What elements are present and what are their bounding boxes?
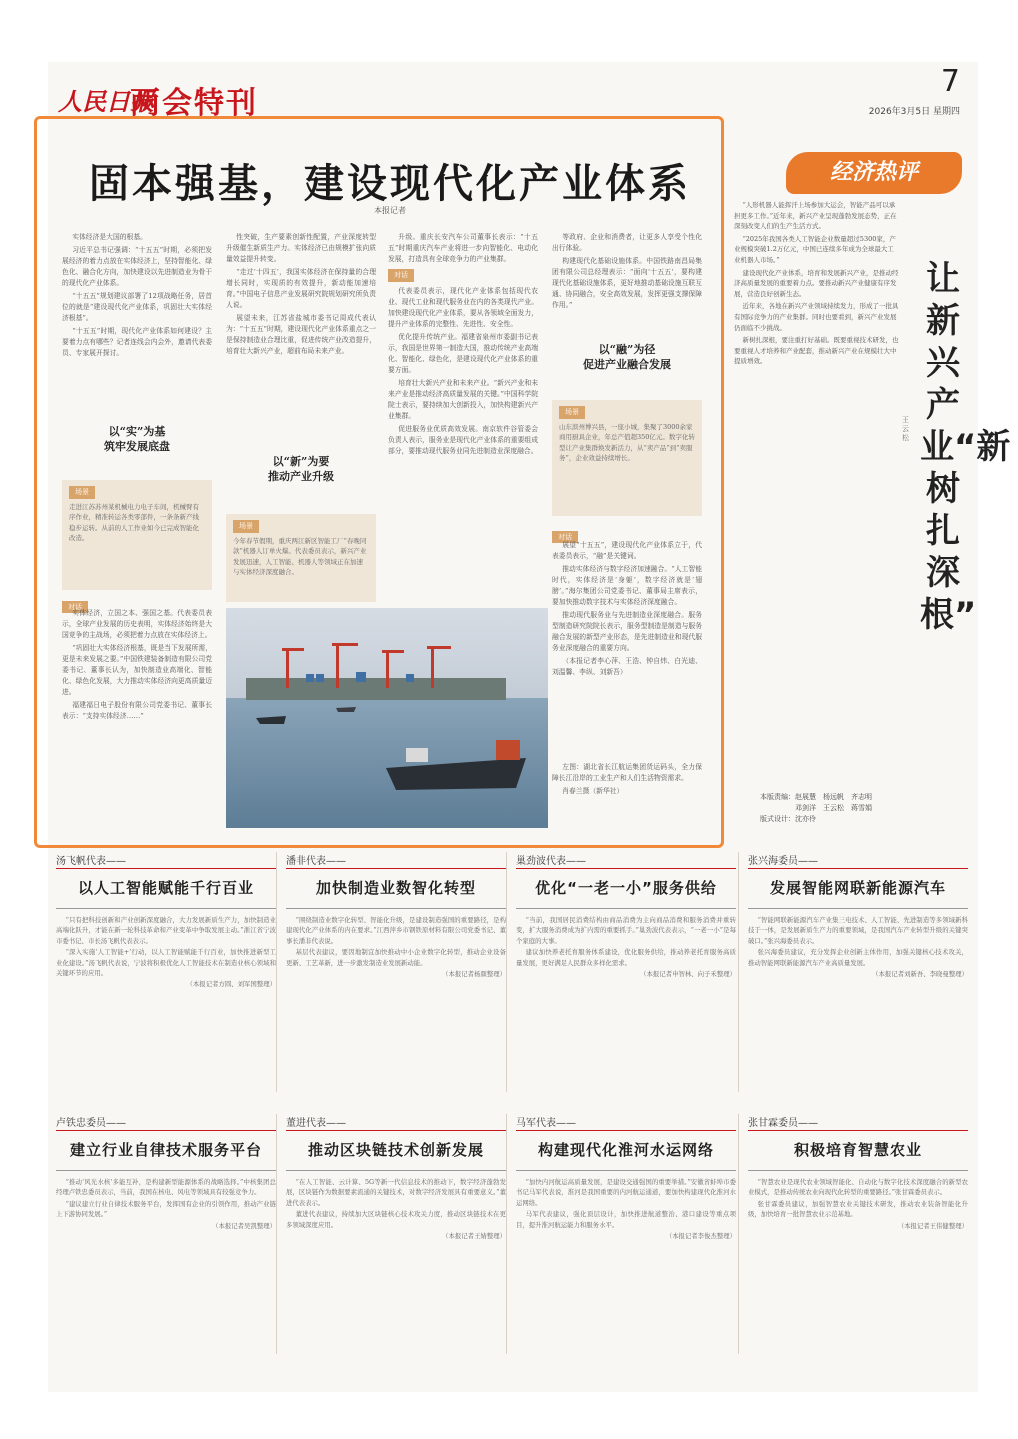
member-body: “推动‘风光水核’多能互补，是构建新型能源体系的战略选择。”中核集团总经理卢铁忠委员表示，当前，我国在核电、风电等领域具有较强竞争力。 “建议建立行业自律技术服务平台，发挥国有企业的引领作用，推动产业链上下游协同发展。” （本报记者吴凯整理）: [56, 1178, 276, 1230]
article-byline: 本报记者: [374, 206, 406, 215]
member-label: 卢铁忠委员——: [56, 1114, 276, 1131]
column-divider: [276, 1114, 277, 1354]
paragraph: 建设现代化产业体系，培育和发展新兴产业，是推动经济高质量发展的重要着力点。要推动新兴产业健康有序发展，营造良好创新生态。: [734, 268, 899, 298]
member-body: “当前，我国居民消费结构由商品消费为主向商品消费和服务消费并重转变，扩大服务消费成为扩内需的重要抓手。”巢劲波代表表示，“一老一小”是每个家庭的大事。 建议加快养老托育服务体系建设，优化服务供给，推动养老托育服务高质量发展，更好满足人民群众多样化需求。 （本报记者申智林、向子禾整理）: [516, 916, 736, 979]
section-title: 两会特刊: [130, 86, 258, 121]
paragraph: 代表委员表示，现代化产业体系包括现代农业、现代工业和现代服务业在内的各类现代产业。加快建设现代化产业体系，要从各领域全面发力，提升产业体系的完整性、先进性、安全性。: [388, 287, 538, 328]
article-column-4-continued: [552, 540, 702, 760]
scene-box-1: [62, 480, 212, 590]
article-title: 固本强基，建设现代化产业体系: [89, 161, 691, 207]
paragraph: 培育壮大新兴产业和未来产业。“新兴产业和未来产业是推动经济高质量发展的关键。”中国科学院院士表示，要持续加大创新投入，加快构建新兴产业集群。: [388, 379, 538, 420]
member-label: 汤飞帆代表——: [56, 852, 276, 869]
commentary-badge: 经济热评: [786, 152, 962, 194]
member-article: [286, 852, 506, 1085]
harbor-photo: [226, 608, 548, 828]
column-divider: [738, 852, 739, 1092]
commentary-author: 王云松: [902, 416, 909, 442]
article-column-1-continued: [62, 608, 212, 828]
member-headline: 发展智能网联新能源汽车: [769, 879, 946, 897]
member-headline: 建立行业自律技术服务平台: [69, 1141, 262, 1159]
member-article: [748, 852, 968, 1085]
box-tag: 场景: [233, 520, 259, 533]
member-article: [748, 1114, 968, 1347]
paragraph: 优化提升传统产业。福建省泉州市委副书记表示，我国是世界第一制造大国，推动传统产业高端化、智能化、绿色化，是建设现代化产业体系的重要方面。: [388, 333, 538, 374]
member-label: 马军代表——: [516, 1114, 736, 1131]
article-column-3: [388, 232, 538, 602]
member-headline: 以人工智能赋能千行百业: [77, 879, 254, 897]
member-headline: 积极培育智慧农业: [793, 1141, 922, 1159]
paragraph: “2025年我国各类人工智能企业数量超过5300家，产业规模突破1.2万亿元，中国已连续多年成为全球最大工业机器人市场。”: [734, 234, 896, 264]
dialog-tag-1: 对话: [62, 594, 212, 613]
member-article: [56, 852, 276, 1085]
member-label: 张甘霖委员——: [748, 1114, 968, 1131]
paragraph: 展望“十五五”，建设现代化产业体系立于，代表委员表示，“融”是关键词。: [552, 541, 702, 560]
commentary-body: [734, 200, 900, 770]
caption-text: 左图：湖北省长江航运集团货运码头，全力保障长江沿岸的工业生产和人们生活物资需求。: [552, 763, 702, 782]
member-headline: 优化“一老一小”服务供给: [535, 879, 717, 897]
paragraph: “走过‘十四五’，我国实体经济在保持量的合理增长同时，实现质的有效提升，新动能加速培育。”中国电子信息产业发展研究院规划研究所负责人说。: [226, 268, 376, 309]
paragraph: 升级。重庆长安汽车公司董事长表示：“十五五”时期重庆汽车产业将进一步向智能化、电动化发展，打造具有全球竞争力的产业集群。: [388, 233, 538, 263]
paragraph: 近年来，各地在新兴产业领域持续发力，形成了一批具有国际竞争力的产业集群。同时也要看到，新兴产业发展仍面临不少挑战。: [734, 302, 899, 332]
paragraph: 推动现代服务业与先进制造业深度融合。服务型制造研究院院长表示，服务型制造是制造与服务融合发展的新型产业形态，是先进制造业和现代服务业深度融合的重要方向。: [552, 611, 702, 652]
member-label: 潘非代表——: [286, 852, 506, 869]
member-label: 张兴海委员——: [748, 852, 968, 869]
article-column-1: [62, 232, 212, 412]
commentary-title: 让新兴产业“新树扎深根”: [920, 259, 1011, 635]
paragraph: 推动实体经济与数字经济加速融合。“人工智能时代，实体经济是‘身躯’，数字经济就是‘翅膀’。”海尔集团公司党委书记、董事局主席表示，要加快推动数字技术与实体经济深度融合。: [552, 565, 702, 606]
page-date: 2026年3月5日 星期四: [868, 107, 960, 117]
member-article: [286, 1114, 506, 1347]
paragraph: 实体经济，立国之本、强国之基。代表委员表示，全球产业发展的历史表明，实体经济始终是大国竞争的主战场，必须把着力点放在实体经济上。: [62, 609, 212, 639]
paragraph: 实体经济是大国的根基。: [72, 233, 147, 241]
paragraph: 促进服务业优质高效发展。南京软件谷管委会负责人表示，服务业是现代化产业体系的重要组成部分，要推动现代服务业同先进制造业深度融合。: [388, 425, 538, 455]
scene-box-2: [226, 514, 376, 602]
member-body: “加快内河航运高质量发展，是建设交通强国的重要举措。”安徽省蚌埠市委书记马军代表说，淮河是我国重要的内河航运通道，要加快构建现代化淮河水运网络。 马军代表建议，强化顶层设计，加快推进航道整治、港口建设等重点项目，提升淮河航运能力和服务水平。 （本报记者李俊杰整理）: [516, 1178, 736, 1241]
subhead-xin: 以“新”为要 推动产业升级: [268, 455, 334, 483]
paragraph: “巩固壮大实体经济根基，既是当下发展所需，更是未来发展之要。”中国铁建装备制造有限公司党委书记、董事长认为，加快制造业高端化、智能化、绿色化发展，大力推动实体经济向更高质量迈进。: [62, 644, 212, 696]
paragraph: 性突破，生产要素创新性配置，产业深度转型升级催生新质生产力。实体经济已由规模扩张向质量效益提升转变。: [226, 233, 376, 263]
page-number: 7: [940, 64, 960, 99]
column-divider: [738, 1114, 739, 1354]
scene-box-3: [552, 400, 702, 516]
photo-credit: 肖春兰摄（新华社）: [562, 787, 624, 795]
box-text: 今年春节假期，重庆两江新区智能工厂“春晚同款”机器人订单火爆。代表委员表示，新兴产业发展迅速，人工智能、机器人等领域正在加速与实体经济深度融合。: [233, 536, 367, 576]
member-headline: 加快制造业数智化转型: [315, 879, 476, 897]
member-headline: 推动区块链技术创新发展: [307, 1141, 484, 1159]
page-credits: 本版责编：赵展慧 杨远帆 齐志明 邓剑洋 王云松 蒋雪娟 版式设计：沈亦伶: [760, 793, 872, 823]
photo-caption: [552, 762, 702, 824]
dialog-tag: 对话: [388, 269, 414, 282]
paragraph: （本报记者李心萍、王浩、钟自炜、白光迪、刘温馨、李纵、刘新吾）: [552, 657, 702, 676]
paragraph: “十五五”时期，现代化产业体系如何建设？主要着力点有哪些？记者连线会内会外，邀请代表委员、专家展开探讨。: [62, 327, 212, 357]
article-column-4: [552, 232, 702, 312]
member-label: 巢劲波代表——: [516, 852, 736, 869]
member-body: “智能网联新能源汽车产业集三电技术、人工智能、先进制造等多领域新科技于一体，是发展新质生产力的重要领域，是我国汽车产业转型升级的关键突破口。”张兴海委员表示。 张兴海委员建议，充分发挥企业创新主体作用，加强关键核心技术攻关，推动智能网联新能源汽车产业高质量发展。 （本报记者刘新吾、李晓曼整理）: [748, 916, 968, 979]
paragraph: “人形机器人能挥汗上场参加大运会，智能产品可以承担更多工作。”近年来，新兴产业呈现蓬勃发展态势，正在深刻改变人们的生产生活方式。: [734, 201, 897, 231]
paragraph: 构建现代化基础设施体系。中国铁路南昌局集团有限公司总经理表示：“面向‘十五五’，要构建现代化基础设施体系，更好地推动基础设施互联互通、协同融合，安全高效发展，发挥更强支撑保障作用。”: [552, 257, 702, 309]
member-headline: 构建现代化淮河水运网络: [537, 1141, 714, 1159]
member-article: [516, 1114, 736, 1347]
subhead-rong: 以“融”为径 促进产业融合发展: [583, 343, 671, 371]
subhead-shi: 以“实”为基 筑牢发展底盘: [104, 425, 170, 453]
paragraph: 展望未来，江苏省盐城市委书记周成代表认为：“十五五”时期，建设现代化产业体系重点之一是保持制造业合理比重，促进传统产业改造提升，培育壮大新兴产业，超前布局未来产业。: [226, 314, 376, 355]
paragraph: 新树扎深根，要注重打好基础。既要重视技术研发，也要重视人才培养和产业配套，推动新兴产业在规模壮大中提质增效。: [734, 336, 899, 366]
article-column-2: [226, 232, 376, 432]
masthead-logo: 人民日报: [58, 87, 154, 116]
member-body: “围绕制造业数字化转型、智能化升级，是建设制造强国的重要路径，是构建现代化产业体系的内在要求。”江西萍乡市钢铁原材料有限公司党委书记、董事长潘非代表说。 基层代表建议，要因地制宜加快推动中小企业数字化转型，推动企业设备更新、工艺革新，进一步激发制造业发展新动能。 （本报记者杨颜整理）: [286, 916, 506, 979]
paragraph: “十五五”规划建议部署了12项战略任务，居首位的就是“建设现代化产业体系，巩固壮大实体经济根基”。: [62, 292, 212, 322]
member-article: [56, 1114, 276, 1347]
member-body: “智慧农业是现代农业领域智能化、自动化与数字化技术深度融合的新型农业模式，是推动传统农业向现代化转型的重要路径。”张甘霖委员表示。 张甘霖委员建议，加强智慧农业关键技术研发，推动农业装备智能化升级，加快培育一批智慧农业示范基地。 （本报记者王伟健整理）: [748, 1178, 968, 1230]
box-text: 山东滨州博兴县，一座小城，集聚了3000余家商用厨具企业，年总产值超350亿元。数字化转型让产业集群焕发新活力，从“卖产品”到“卖服务”，企业效益持续增长。: [559, 422, 695, 462]
box-text: 走进江苏苏州某机械电力电子车间，机械臂有序作业，精准转运各类零部件，一条条新产线稳步运转。从前的人工作业如今已完成智能化改造。: [69, 502, 199, 542]
dialog-tag-4: 对话: [552, 524, 702, 543]
member-label: 董进代表——: [286, 1114, 506, 1131]
box-tag: 场景: [559, 406, 585, 419]
paragraph: 习近平总书记强调：“十五五”时期，必须把发展经济的着力点放在实体经济上，坚持智能化、绿色化、融合化方向，加快建设以先进制造业为骨干的现代化产业体系。: [62, 246, 212, 287]
member-body: “只有把科技创新和产业创新深度融合，大力发展新质生产力，加快制造业高端化跃升，才能在新一轮科技革命和产业变革中争取发展主动。”浙江省宁波市委书记、市长汤飞帆代表表示。 “深入实施‘人工智能+’行动，以人工智能赋能千行百业，加快推进新型工业化建设。”汤飞帆代表说，宁波将积极优化人工智能技术在制造业核心领域和关键环节的应用。 （本报记者方圆、刘军国整理）: [56, 916, 276, 989]
paragraph: 等政府、企业和消费者，让更多人享受个性化出行体验。: [552, 233, 702, 252]
column-divider: [506, 1114, 507, 1354]
box-tag: 场景: [69, 486, 95, 499]
member-body: “在人工智能、云计算、5G等新一代信息技术的推动下，数字经济蓬勃发展，区块链作为数据要素流通的关键技术，对数字经济发展具有重要意义。”董进代表表示。 董进代表建议，持续加大区块链核心技术攻关力度，推动区块链技术在更多领域深度应用。 （本报记者王婧整理）: [286, 1178, 506, 1241]
column-divider: [506, 852, 507, 1092]
column-divider: [276, 852, 277, 1092]
member-article: [516, 852, 736, 1085]
paragraph: 福建福日电子股份有限公司党委书记、董事长表示：“支持实体经济……”: [62, 701, 212, 720]
